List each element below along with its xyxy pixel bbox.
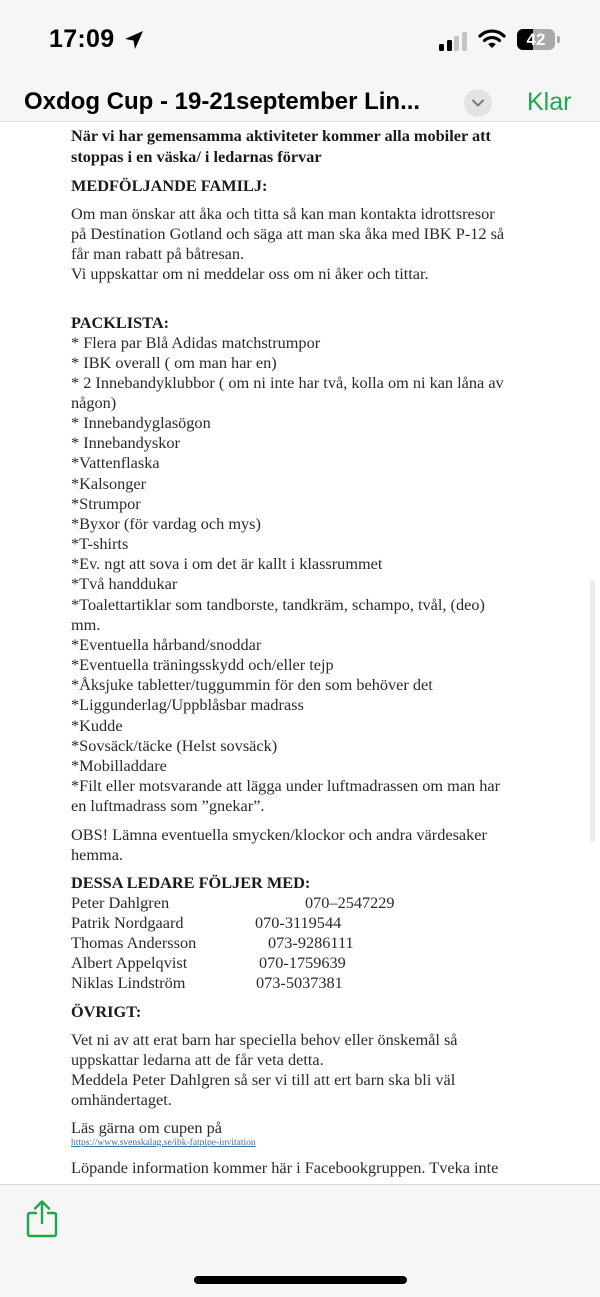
- title-menu-button[interactable]: [464, 89, 492, 117]
- packlist-item: *Strumpor: [71, 494, 141, 513]
- contact-phone[interactable]: 070-3119544: [255, 913, 342, 932]
- cup-link[interactable]: https://www.svenskalag.se/ibk-fatpipe-invitation: [71, 1138, 256, 1148]
- signal-bar: [439, 44, 444, 51]
- other-heading: ÖVRIGT:: [71, 1002, 142, 1021]
- contact-row: [71, 953, 346, 973]
- other-line: Vet ni av att erat barn har speciella behov eller önskemål så: [71, 1030, 458, 1049]
- signal-bar: [454, 36, 459, 51]
- battery-icon: [517, 29, 555, 50]
- done-button[interactable]: Klar: [527, 88, 572, 116]
- family-line: Vi uppskattar om ni meddelar oss om ni åker och tittar.: [71, 264, 429, 283]
- chevron-down-icon: [471, 98, 485, 108]
- contact-row: [71, 913, 342, 933]
- contact-name: Thomas Andersson: [71, 933, 197, 952]
- packlist-item: *Åksjuke tabletter/tuggummin för den som behöver det: [71, 675, 433, 694]
- packlist-item: *Byxor (för vardag och mys): [71, 514, 261, 533]
- packlist-item: en luftmadrass som ”gnekar”.: [71, 796, 265, 815]
- packlist-item: *Filt eller motsvarande att lägga under luftmadrassen om man har: [71, 776, 501, 795]
- packlist-item: *Kalsonger: [71, 474, 147, 493]
- signal-bar: [462, 32, 467, 51]
- family-line: får man rabatt på båtresan.: [71, 244, 245, 263]
- contact-name: Peter Dahlgren: [71, 893, 170, 912]
- family-line: Om man önskar att åka och titta så kan man kontakta idrottsresor: [71, 204, 495, 223]
- contact-phone[interactable]: 073-5037381: [256, 973, 343, 992]
- top-bar: [0, 0, 600, 122]
- other-line: Meddela Peter Dahlgren så ser vi till att ert barn ska bli väl: [71, 1070, 456, 1089]
- leaders-heading: DESSA LEDARE FÖLJER MED:: [71, 873, 311, 892]
- intro-line: stoppas i en väska/ i ledarnas förvar: [71, 147, 322, 166]
- read-more-text: Läs gärna om cupen på: [71, 1118, 222, 1137]
- contact-name: Patrik Nordgaard: [71, 913, 184, 932]
- battery-tip: [557, 36, 560, 43]
- packlist-item: *Eventuella hårband/snoddar: [71, 635, 262, 654]
- packlist-item: *Kudde: [71, 716, 123, 735]
- scrollbar[interactable]: [590, 580, 595, 842]
- contact-name: Niklas Lindström: [71, 973, 186, 992]
- packlist-item: *Eventuella träningsskydd och/eller tejp: [71, 655, 334, 674]
- wifi-icon: [478, 28, 506, 50]
- contact-name: Albert Appelqvist: [71, 953, 188, 972]
- contact-row: [71, 933, 354, 953]
- bottom-toolbar: [0, 1184, 600, 1297]
- packlist-item: * Innebandyskor: [71, 433, 180, 452]
- other-last-line: Löpande information kommer här i Facebookgruppen. Tveka inte: [71, 1158, 499, 1177]
- contact-row: [71, 893, 395, 913]
- obs-line: hemma.: [71, 845, 123, 864]
- packlist-item: *Ev. ngt att sova i om det är kallt i klassrummet: [71, 554, 383, 573]
- packlist-item: någon): [71, 393, 117, 412]
- packlist-item: * 2 Innebandyklubbor ( om ni inte har två, kolla om ni kan låna av: [71, 373, 504, 392]
- packlist-item: * Innebandyglasögon: [71, 413, 211, 432]
- packlist-item: *Toalettartiklar som tandborste, tandkräm, schampo, tvål, (deo): [71, 595, 485, 614]
- family-line: på Destination Gotland och säga att man ska åka med IBK P-12 så: [71, 224, 505, 243]
- obs-line: OBS! Lämna eventuella smycken/klockor och andra värdesaker: [71, 825, 487, 844]
- status-time: 17:09: [49, 25, 115, 53]
- contact-phone[interactable]: 070-1759639: [259, 953, 346, 972]
- family-heading: MEDFÖLJANDE FAMILJ:: [71, 176, 268, 195]
- share-icon[interactable]: [25, 1199, 59, 1239]
- packlist-item: * IBK overall ( om man har en): [71, 353, 277, 372]
- document-title: Oxdog Cup - 19-21september Lin...: [24, 88, 421, 115]
- packlist-item: mm.: [71, 615, 101, 634]
- battery-level: 42: [526, 30, 546, 49]
- packlist-item: *Liggunderlag/Uppblåsbar madrass: [71, 695, 304, 714]
- packlist-item: * Flera par Blå Adidas matchstrumpor: [71, 333, 321, 352]
- contact-phone[interactable]: 073-9286111: [268, 933, 354, 952]
- packlist-heading: PACKLISTA:: [71, 313, 169, 332]
- other-line: omhändertaget.: [71, 1090, 172, 1109]
- location-arrow-icon: [123, 29, 145, 51]
- packlist-item: *T-shirts: [71, 534, 129, 553]
- packlist-item: *Sovsäck/täcke (Helst sovsäck): [71, 736, 278, 755]
- contact-row: [71, 973, 343, 993]
- other-line: uppskattar ledarna att de får veta detta.: [71, 1050, 324, 1069]
- packlist-item: *Mobilladdare: [71, 756, 167, 775]
- contact-phone[interactable]: 070–2547229: [305, 893, 395, 912]
- signal-icon: [439, 31, 469, 51]
- packlist-item: *Två handdukar: [71, 574, 178, 593]
- packlist-item: *Vattenflaska: [71, 453, 160, 472]
- home-indicator[interactable]: [194, 1276, 407, 1284]
- signal-bar: [447, 40, 452, 51]
- intro-line: När vi har gemensamma aktiviteter kommer alla mobiler att: [71, 126, 491, 145]
